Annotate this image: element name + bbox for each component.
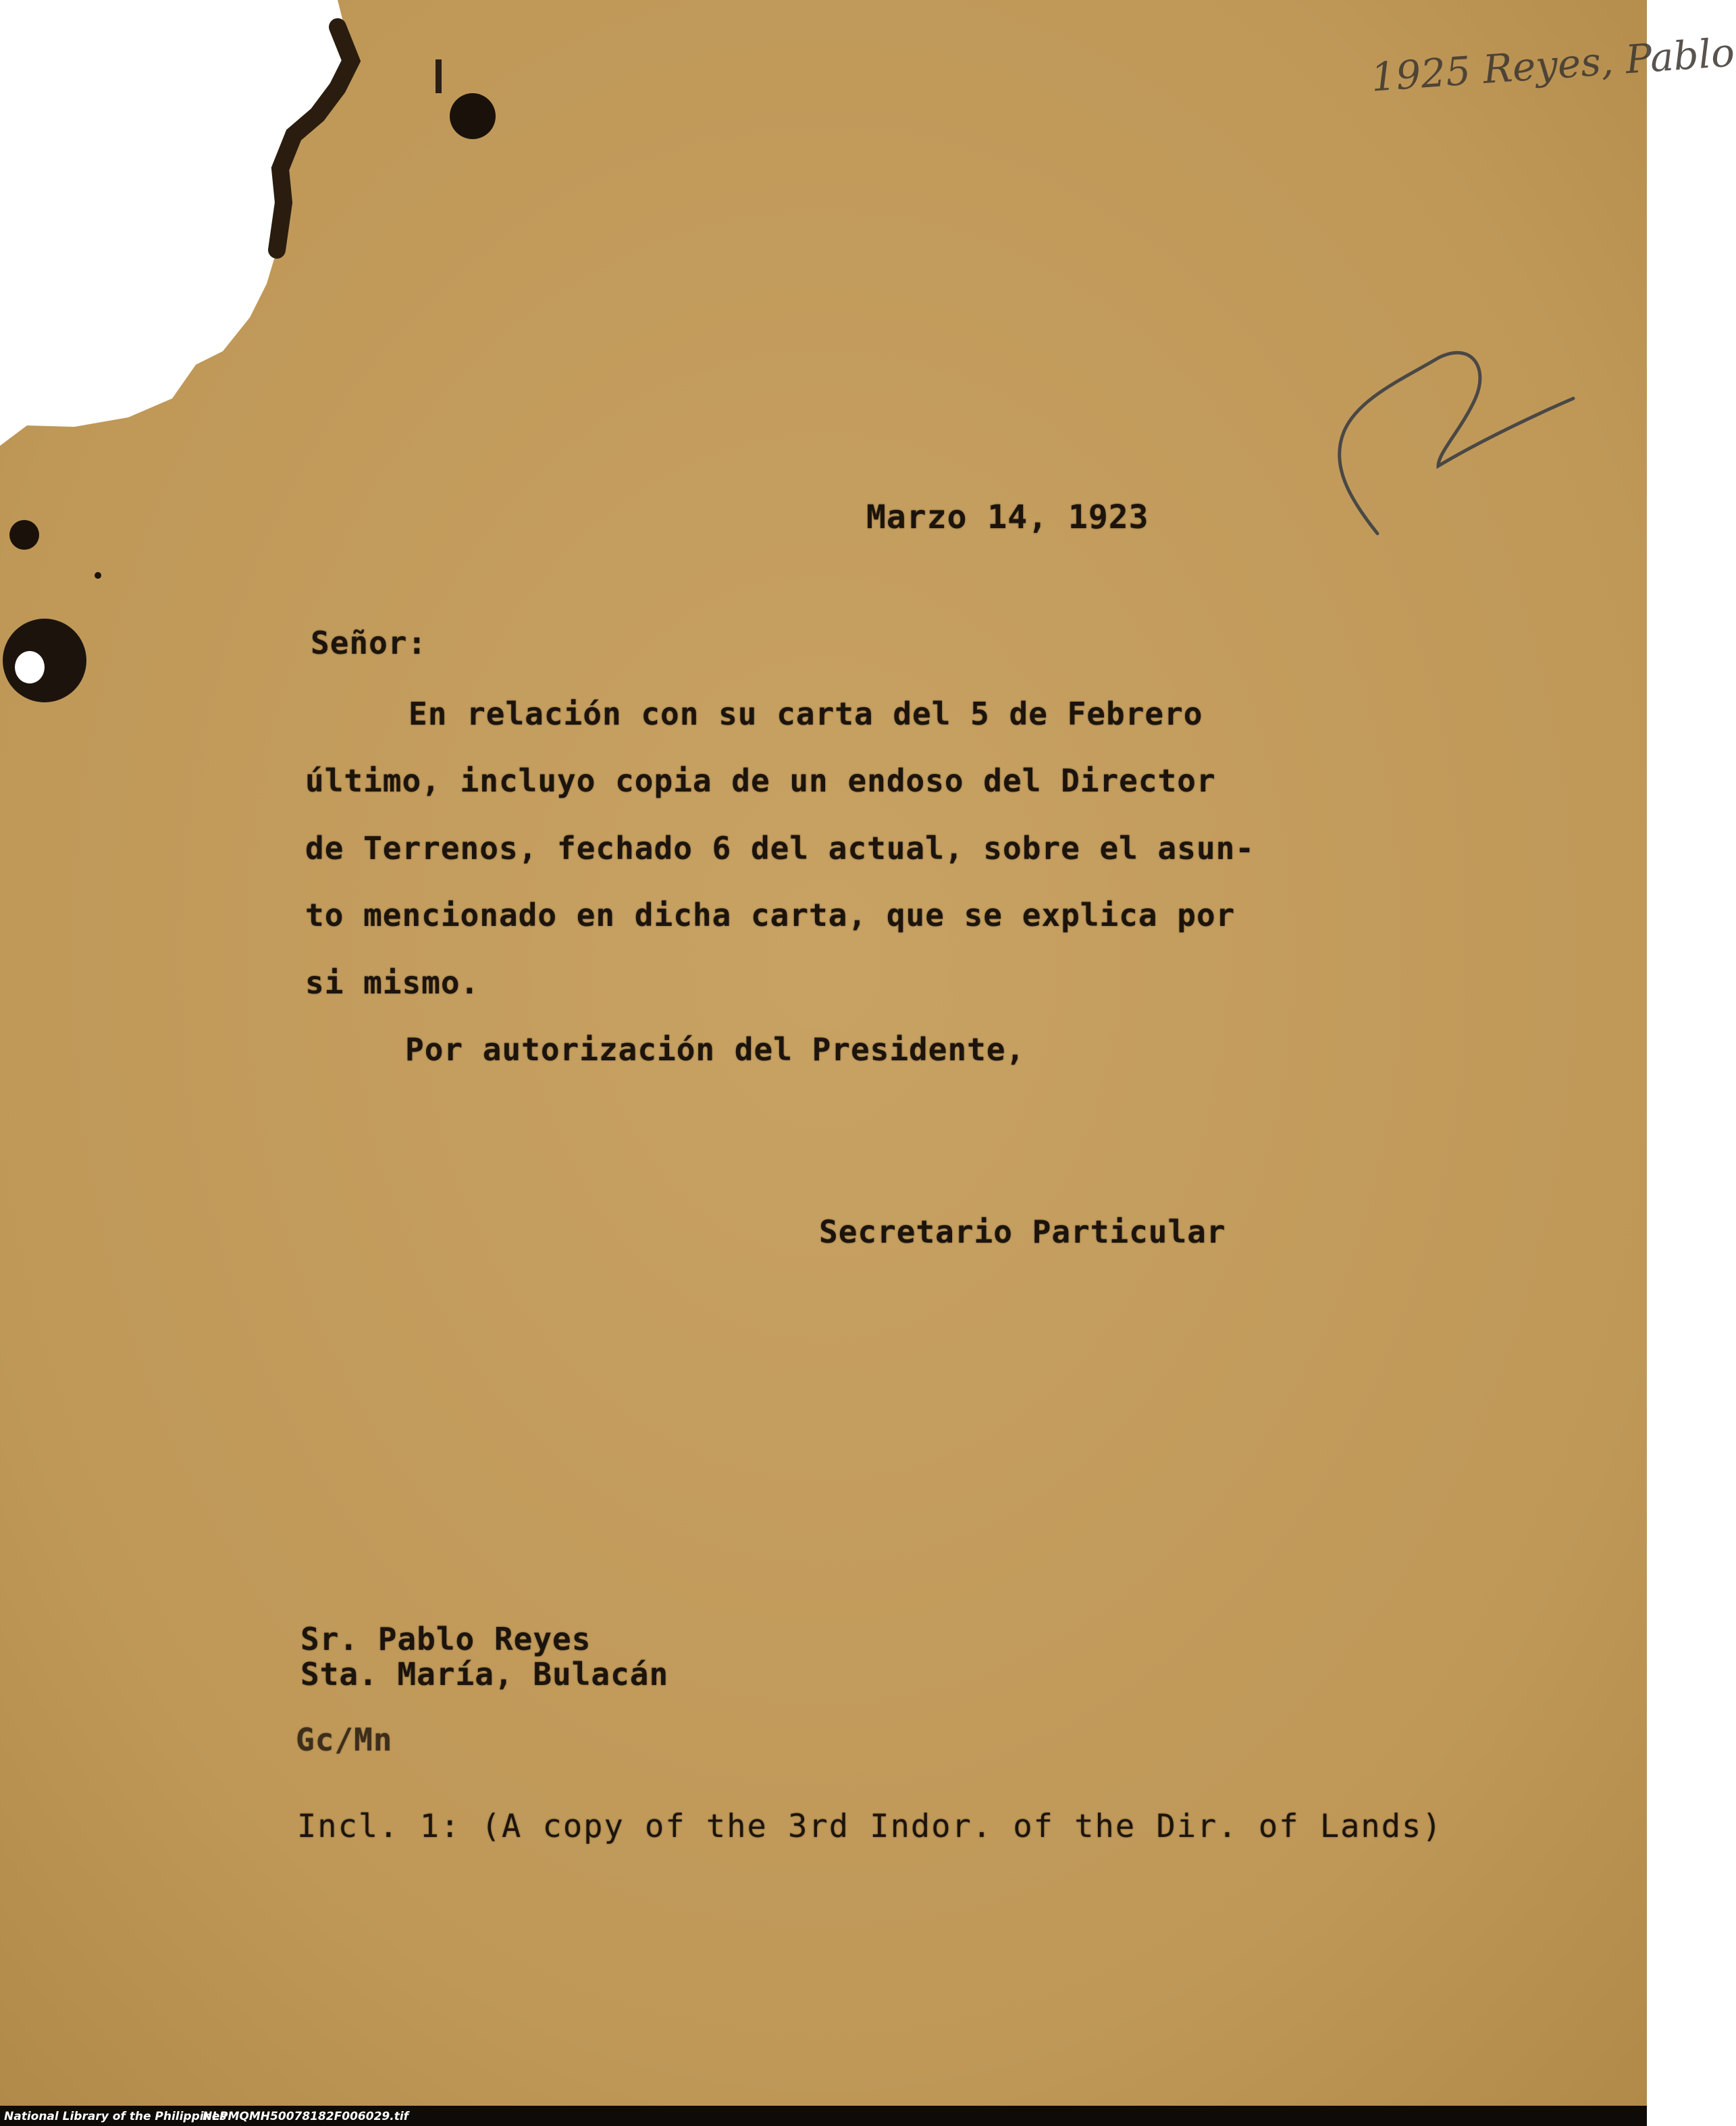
letter-body-line: último, incluyo copia de un endoso del Director xyxy=(305,762,1216,799)
punched-hole xyxy=(15,651,45,683)
recipient-name: Sr. Pablo Reyes xyxy=(300,1621,591,1657)
footer-library-label: National Library of the Philippines xyxy=(4,2110,227,2123)
letter-body-line: to mencionado en dicha carta, que se explica por xyxy=(305,897,1236,933)
letter-body-line: si mismo. xyxy=(305,964,480,1001)
letter-salutation: Señor: xyxy=(311,625,427,661)
letter-body-line: de Terrenos, fechado 6 del actual, sobre el asun- xyxy=(305,830,1255,866)
signature-title: Secretario Particular xyxy=(819,1214,1226,1250)
handwritten-note: 1925 Reyes, Pablo xyxy=(1369,29,1736,101)
ink-dot xyxy=(95,572,101,579)
ink-blot xyxy=(9,520,39,550)
ink-mark xyxy=(436,59,442,93)
footer-filename: NLPMQMH50078182F006029.tif xyxy=(203,2110,409,2123)
recipient-address: Sta. María, Bulacán xyxy=(300,1656,669,1692)
letter-date: Marzo 14, 1923 xyxy=(866,498,1149,536)
reference-initials: Gc/Mn xyxy=(296,1721,393,1758)
letter-body-line: En relación con su carta del 5 de Febrero xyxy=(409,696,1203,732)
ink-blot xyxy=(3,619,86,702)
ink-blot xyxy=(450,93,496,139)
letter-closing: Por autorización del Presidente, xyxy=(405,1031,1026,1068)
enclosure-note: Incl. 1: (A copy of the 3rd Indor. of the Dir. of Lands) xyxy=(297,1808,1443,1845)
